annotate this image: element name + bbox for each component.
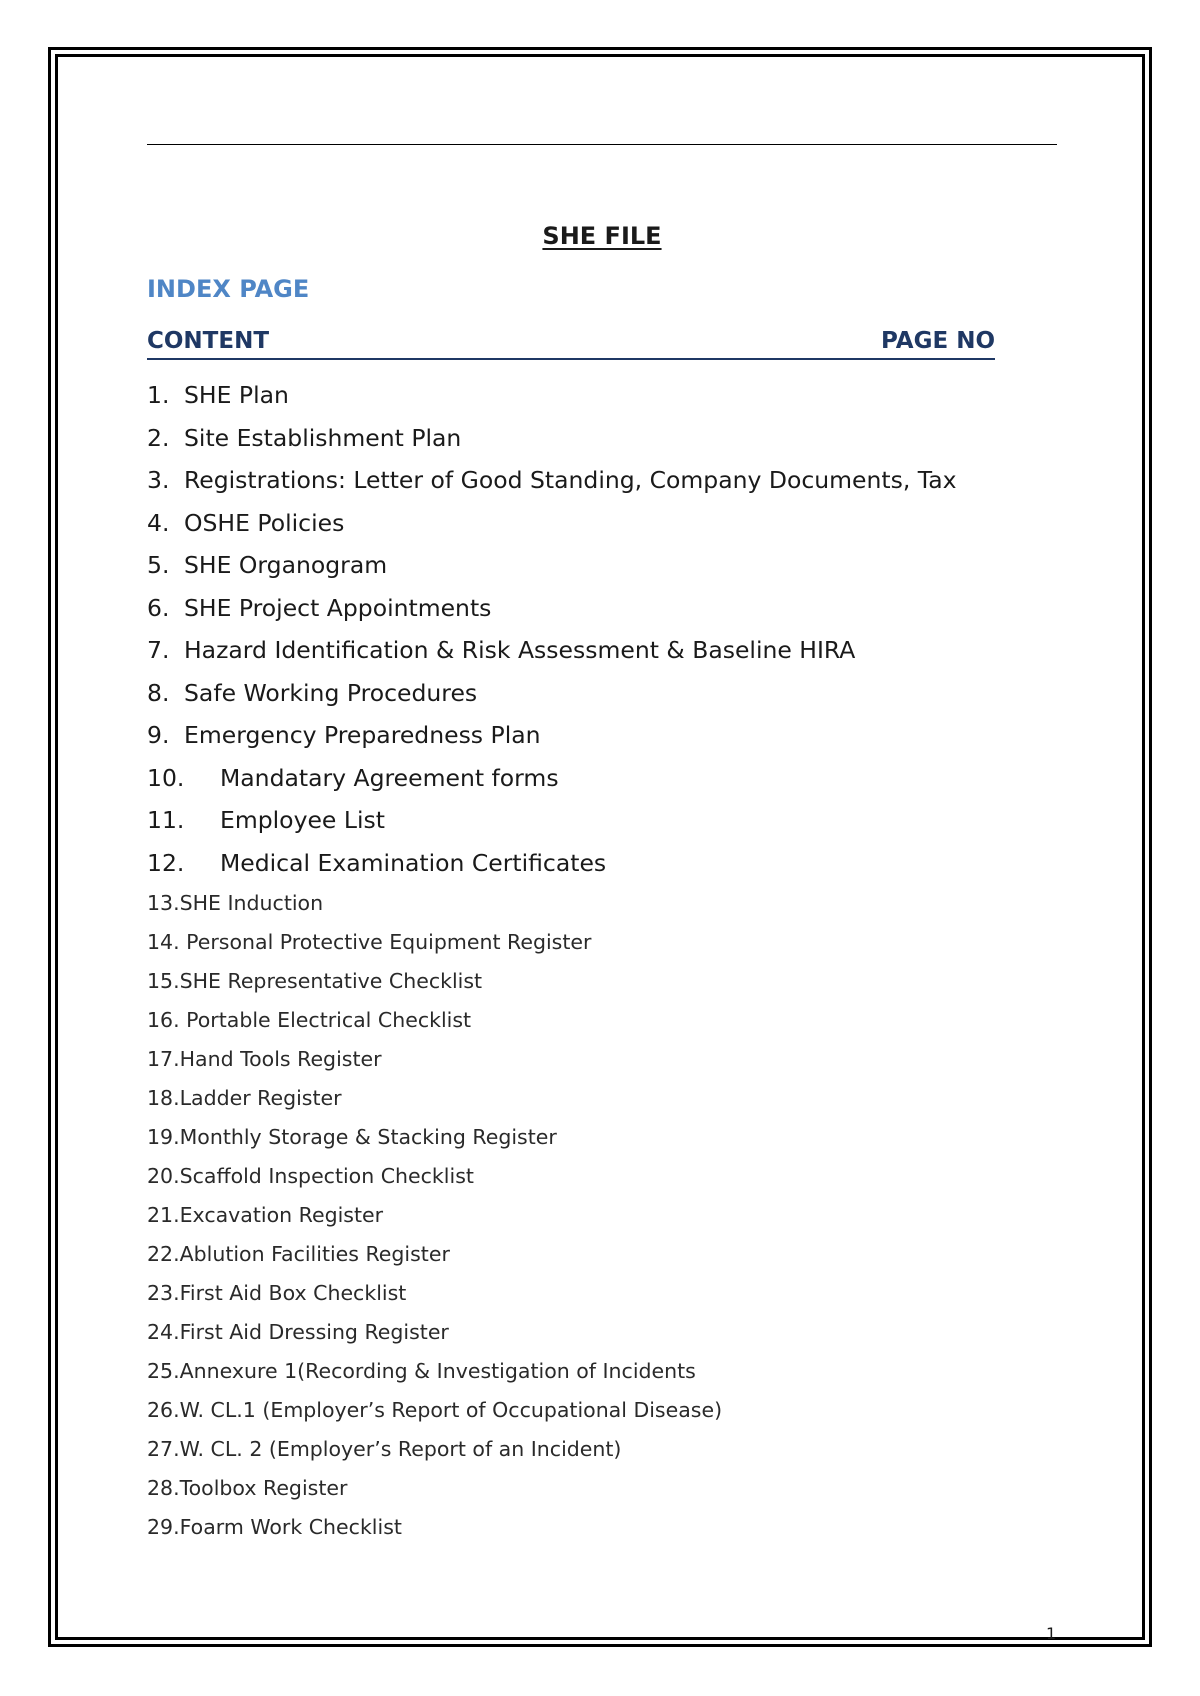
toc-item-number: 12. [147, 848, 185, 877]
toc-item-text: Safe Working Procedures [184, 678, 478, 707]
toc-column-header [147, 328, 995, 360]
toc-item-number: 9. [147, 721, 170, 749]
toc-item: 19.Monthly Storage & Stacking Register [147, 1125, 557, 1149]
toc-item [147, 846, 957, 889]
toc-item-number: 6. [147, 593, 170, 622]
toc-item [147, 676, 957, 719]
toc-item-number: 4. [147, 508, 170, 537]
page-no-column-label: PAGE NO [881, 328, 995, 354]
toc-item-number: 7. [147, 636, 170, 664]
toc-item-text: Site Establishment Plan [184, 423, 462, 452]
toc-item: 18.Ladder Register [147, 1086, 342, 1110]
toc-item [147, 463, 957, 506]
content-column-label: CONTENT [147, 328, 270, 354]
toc-item-number: 2. [147, 423, 170, 452]
document-title-text: SHE FILE [542, 222, 662, 250]
toc-item [147, 506, 957, 549]
toc-item: 21.Excavation Register [147, 1203, 384, 1227]
toc-item [147, 421, 957, 464]
index-heading: INDEX PAGE [147, 275, 310, 303]
toc-item [147, 378, 957, 421]
toc-item: 24.First Aid Dressing Register [147, 1320, 449, 1344]
toc-item [147, 761, 957, 804]
toc-item: 16. Portable Electrical Checklist [147, 1008, 472, 1032]
document-title [147, 222, 1057, 250]
toc-item-text: OSHE Policies [184, 508, 345, 537]
toc-item: 15.SHE Representative Checklist [147, 969, 483, 993]
header-rule [147, 144, 1057, 145]
toc-item: 23.First Aid Box Checklist [147, 1281, 407, 1305]
toc-item-number: 3. [147, 466, 170, 494]
toc-item-text: Employee List [220, 806, 385, 834]
toc-item: 27.W. CL. 2 (Employer’s Report of an Incident) [147, 1437, 622, 1461]
toc-item [147, 718, 957, 761]
toc-item-text: SHE Plan [184, 381, 289, 409]
toc-item-text: Hazard Identification & Risk Assessment & Baseline HIRA [184, 636, 856, 664]
toc-item [147, 548, 957, 591]
toc-item: 20.Scaffold Inspection Checklist [147, 1164, 474, 1188]
page-number: 1 [1046, 1624, 1057, 1643]
toc-item: 22.Ablution Facilities Register [147, 1242, 450, 1266]
toc-item-number: 1. [147, 381, 170, 409]
toc-item: 14. Personal Protective Equipment Register [147, 930, 592, 954]
toc-item: 17.Hand Tools Register [147, 1047, 382, 1071]
toc-item-text: Mandatary Agreement forms [220, 763, 559, 792]
toc-item-text: SHE Organogram [184, 551, 388, 579]
toc-item-number: 8. [147, 678, 170, 707]
toc-item [147, 803, 957, 846]
toc-item: 26.W. CL.1 (Employer’s Report of Occupational Disease) [147, 1398, 723, 1422]
toc-item-number: 10. [147, 763, 185, 792]
toc-item: 25.Annexure 1(Recording & Investigation of Incidents [147, 1359, 696, 1383]
toc-item-text: Medical Examination Certificates [220, 848, 607, 877]
toc-item-number: 5. [147, 551, 170, 579]
toc-item: 13.SHE Induction [147, 891, 324, 915]
table-of-contents [147, 378, 957, 1551]
toc-item-text: SHE Project Appointments [184, 593, 492, 622]
toc-item [147, 591, 957, 634]
toc-item-number: 11. [147, 806, 185, 834]
toc-item [147, 633, 957, 676]
toc-item: 29.Foarm Work Checklist [147, 1515, 402, 1539]
toc-item: 28.Toolbox Register [147, 1476, 348, 1500]
toc-item-text: Registrations: Letter of Good Standing, Company Documents, Tax [184, 466, 957, 494]
toc-item-text: Emergency Preparedness Plan [184, 721, 541, 749]
